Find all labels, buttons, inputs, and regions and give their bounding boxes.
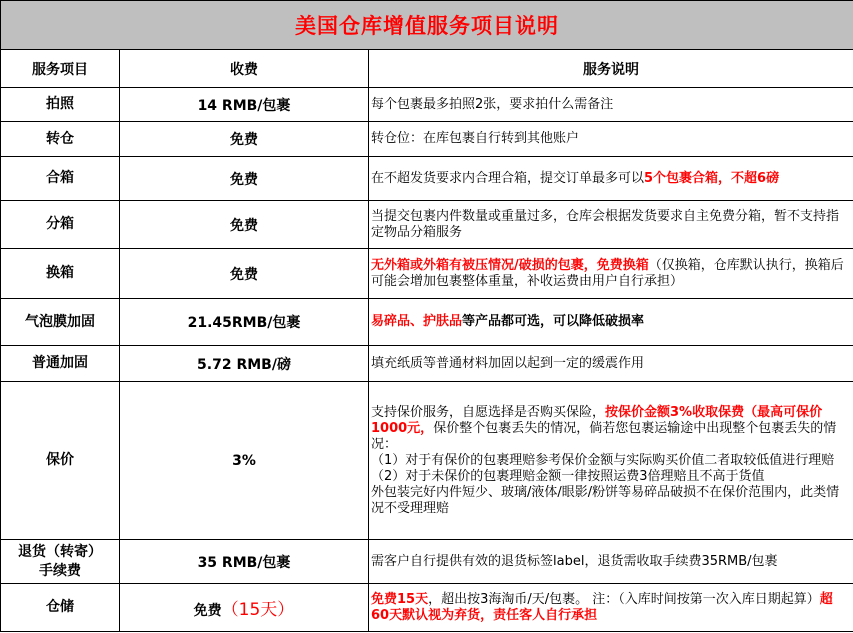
table-row-photo [1, 88, 853, 122]
page-title: 美国仓库增值服务项目说明 [1, 1, 853, 50]
header-item: 服务项目 [1, 50, 120, 88]
desc-paragraph [371, 405, 850, 453]
desc-cell [369, 584, 853, 632]
desc-cell: 每个包裹最多拍照2张，要求拍什么需备注 [369, 88, 853, 122]
header-desc: 服务说明 [369, 50, 853, 88]
fee-cell: 35 RMB/包裹 [120, 540, 369, 584]
fee-cell: 21.45RMB/包裹 [120, 299, 369, 346]
item-cell: 转仓 [1, 122, 120, 157]
desc-text: （仅换箱，仓库默认执行，换箱后可能会增加包裹整体重量，补收运费由用户自行承担） [371, 257, 844, 289]
item-cell [1, 540, 120, 584]
desc-text: ，超出按3海淘币/天/包裹。 注：（入库时间按第一次入库日期起算） [428, 591, 820, 607]
title-row [1, 1, 853, 50]
desc-text: 在不超发货要求内合理合箱，提交订单最多可以 [371, 170, 645, 186]
fee-cell: 5.72 RMB/磅 [120, 346, 369, 382]
header-fee: 收费 [120, 50, 369, 88]
header-row [1, 50, 853, 88]
desc-text: 支持保价服务，自愿选择是否购买保险， [371, 404, 606, 420]
fee-text: 免费 [193, 603, 222, 619]
desc-cell: 转仓位：在库包裹自行转到其他账户 [369, 122, 853, 157]
table-row-insurance [1, 382, 853, 540]
desc-cell: 当提交包裹内件数量或重量过多，仓库会根据发货要求自主免费分箱，暂不支持指定物品分箱服务 [369, 201, 853, 249]
desc-highlight: 超60天默认视为弃货，责任客人自行承担 [371, 591, 833, 623]
item-line: 手续费 [39, 562, 81, 579]
table-row-split [1, 201, 853, 249]
fee-highlight: （15天） [221, 600, 295, 620]
fee-cell: 免费 [120, 249, 369, 299]
desc-highlight: 无外箱或外箱有被压情况/破损的包裹，免费换箱 [371, 257, 649, 273]
desc-highlight: 按保价金额3%收取保费（最高可保价1000元， [371, 404, 823, 436]
item-cell: 气泡膜加固 [1, 299, 120, 346]
desc-highlight: 免费15天 [371, 591, 429, 607]
fee-cell: 14 RMB/包裹 [120, 88, 369, 122]
item-cell: 普通加固 [1, 346, 120, 382]
desc-text: 等产品都可选，可以降低破损率 [462, 314, 645, 329]
table-row-rebox [1, 249, 853, 299]
desc-highlight: 5个包裹合箱，不超6磅 [644, 170, 780, 186]
desc-cell: 需客户自行提供有效的退货标签label，退货需收取手续费35RMB/包裹 [369, 540, 853, 584]
item-cell: 换箱 [1, 249, 120, 299]
table-row-consolidate [1, 157, 853, 201]
fee-cell: 免费 [120, 201, 369, 249]
table-row-standard-reinforce [1, 346, 853, 382]
desc-paragraph: 外包装完好内件短少、玻璃/液体/眼影/粉饼等易碎品破损不在保价范围内，此类情况不受理理赔 [371, 484, 840, 516]
desc-cell [369, 299, 853, 346]
item-cell: 分箱 [1, 201, 120, 249]
item-cell: 合箱 [1, 157, 120, 201]
item-cell: 拍照 [1, 88, 120, 122]
desc-cell [369, 249, 853, 299]
desc-paragraph: （1）对于有保价的包裹理赔参考保价金额与实际购买价值二者取较低值进行理赔 [371, 452, 835, 468]
desc-text: 保价整个包裹丢失的情况，倘若您包裹运输途中出现整个包裹丢失的情况： [371, 420, 837, 452]
desc-cell [369, 382, 853, 540]
table-row-transfer [1, 122, 853, 157]
desc-paragraph: （2）对于未保价的包裹理赔金额一律按照运费3倍理赔且不高于货值 [371, 468, 765, 484]
desc-cell: 填充纸质等普通材料加固以起到一定的缓震作用 [369, 346, 853, 382]
item-line: 退货（转寄） [18, 543, 102, 560]
desc-cell [369, 157, 853, 201]
item-cell: 保价 [1, 382, 120, 540]
table-row-storage [1, 584, 853, 632]
table-row-bubble-wrap [1, 299, 853, 346]
fee-cell: 3% [120, 382, 369, 540]
desc-highlight: 易碎品、护肤品 [371, 314, 463, 329]
table-row-return [1, 540, 853, 584]
fee-cell [120, 584, 369, 632]
fee-cell: 免费 [120, 122, 369, 157]
fee-cell: 免费 [120, 157, 369, 201]
item-cell: 仓储 [1, 584, 120, 632]
